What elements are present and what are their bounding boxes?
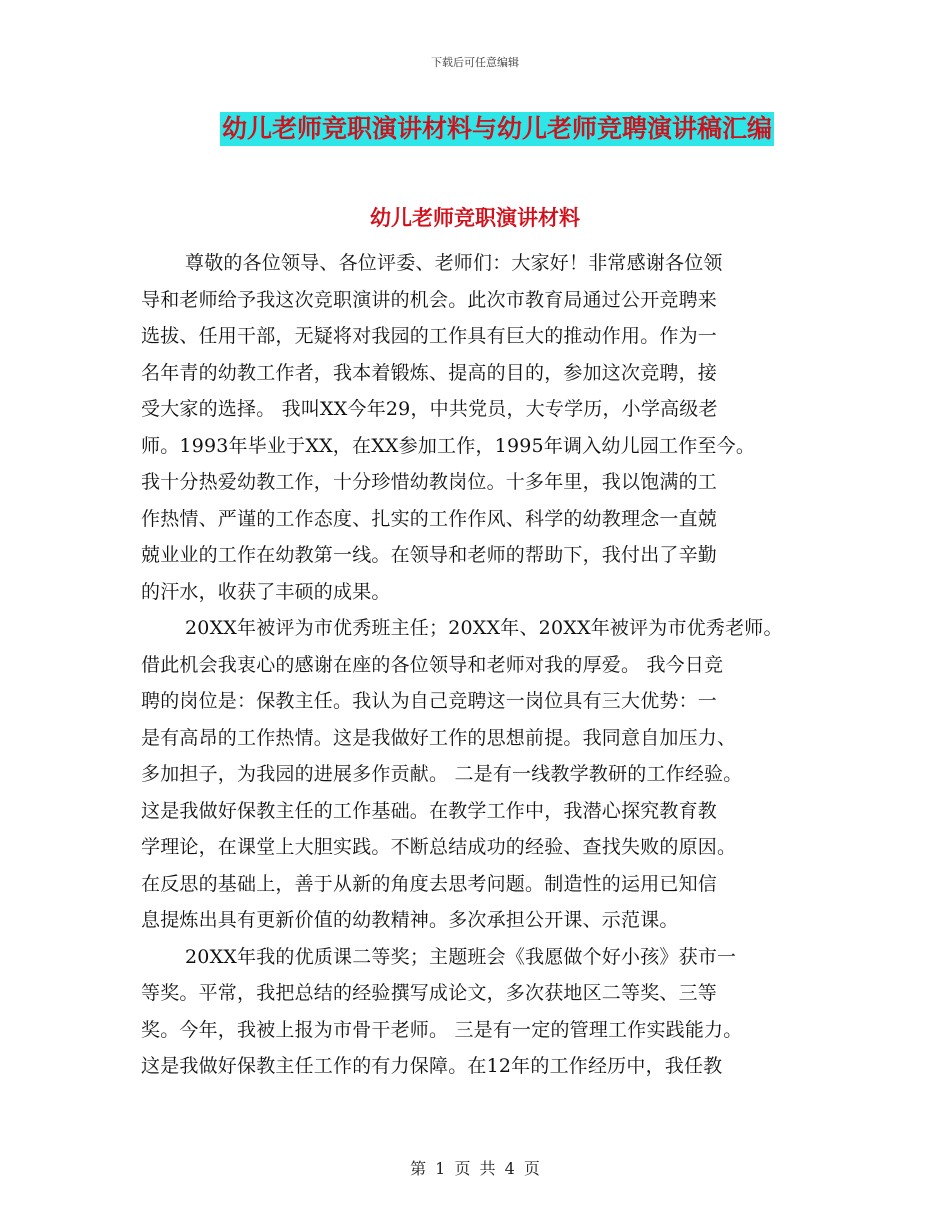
paragraph-line: 奖。今年，我被上报为市骨干老师。 三是有一定的管理工作实践能力。: [141, 1018, 743, 1041]
paragraph-line: 作热情、严谨的工作态度、扎实的工作作风、科学的幼教理念一直兢: [141, 507, 718, 530]
paragraph-line: 聘的岗位是：保教主任。我认为自己竞聘这一岗位具有三大优势：一: [141, 690, 718, 712]
paragraph-line: 名年青的幼教工作者，我本着锻炼、提高的目的，参加这次竞聘，接: [141, 361, 718, 384]
paragraph-line: 这是我做好保教主任的工作基础。在教学工作中，我潜心探究教育教: [141, 799, 718, 822]
document-title: [0, 112, 950, 146]
paragraph-line: 兢业业的工作在幼教第一线。在领导和老师的帮助下，我付出了辛勤: [141, 544, 718, 566]
paragraph-line: 学理论，在课堂上大胆实践。不断总结成功的经验、查找失败的原因。: [141, 836, 737, 858]
section-title: 幼儿老师竞职演讲材料: [370, 205, 580, 230]
paragraph-line: 是有高昂的工作热情。这是我做好工作的思想前提。我同意自加压力、: [141, 726, 737, 749]
paragraph-line: 尊敬的各位领导、各位评委、老师们：大家好！非常感谢各位领: [185, 252, 723, 274]
paragraph-line: 在反思的基础上，善于从新的角度去思考问题。制造性的运用已知信: [141, 872, 718, 895]
paragraph-line: 借此机会我衷心的感谢在座的各位领导和老师对我的厚爱。 我今日竞: [141, 653, 724, 676]
paragraph-line: 息提炼出具有更新价值的幼教精神。多次承担公开课、示范课。: [141, 909, 679, 931]
paragraph-line: 师。1993年毕业于XX，在XX参加工作，1995年调入幼儿园工作至今。: [141, 434, 756, 457]
paragraph-line: 的汗水，收获了丰硕的成果。: [141, 580, 391, 603]
paragraph-line: 导和老师给予我这次竞职演讲的机会。此次市教育局通过公开竞聘来: [141, 288, 718, 311]
paragraph-line: 20XX年被评为市优秀班主任；20XX年、20XX年被评为市优秀老师。: [185, 617, 783, 639]
paragraph-line: 20XX年我的优质课二等奖；主题班会《我愿做个好小孩》获市一: [185, 945, 737, 968]
body-text: [141, 245, 817, 1085]
paragraph-line: 我十分热爱幼教工作，十分珍惜幼教岗位。十多年里，我以饱满的工: [141, 471, 718, 493]
page-number: 第 1 页 共 4 页: [410, 1159, 540, 1178]
paragraph-line: 选拔、任用干部，无疑将对我园的工作具有巨大的推动作用。作为一: [141, 325, 718, 347]
page-header-note: 下载后可任意编辑: [431, 56, 519, 69]
document-title-text: 幼儿老师竞职演讲材料与幼儿老师竞聘演讲稿汇编: [220, 112, 774, 146]
paragraph-line: 等奖。平常，我把总结的经验撰写成论文，多次获地区二等奖、三等: [141, 982, 718, 1004]
paragraph-line: 这是我做好保教主任工作的有力保障。在12年的工作经历中，我任教: [141, 1055, 723, 1077]
paragraph-line: 多加担子，为我园的进展多作贡献。 二是有一线教学教研的工作经验。: [141, 763, 743, 785]
paragraph-line: 受大家的选择。 我叫XX今年29，中共党员，大专学历，小学高级老: [141, 398, 718, 420]
